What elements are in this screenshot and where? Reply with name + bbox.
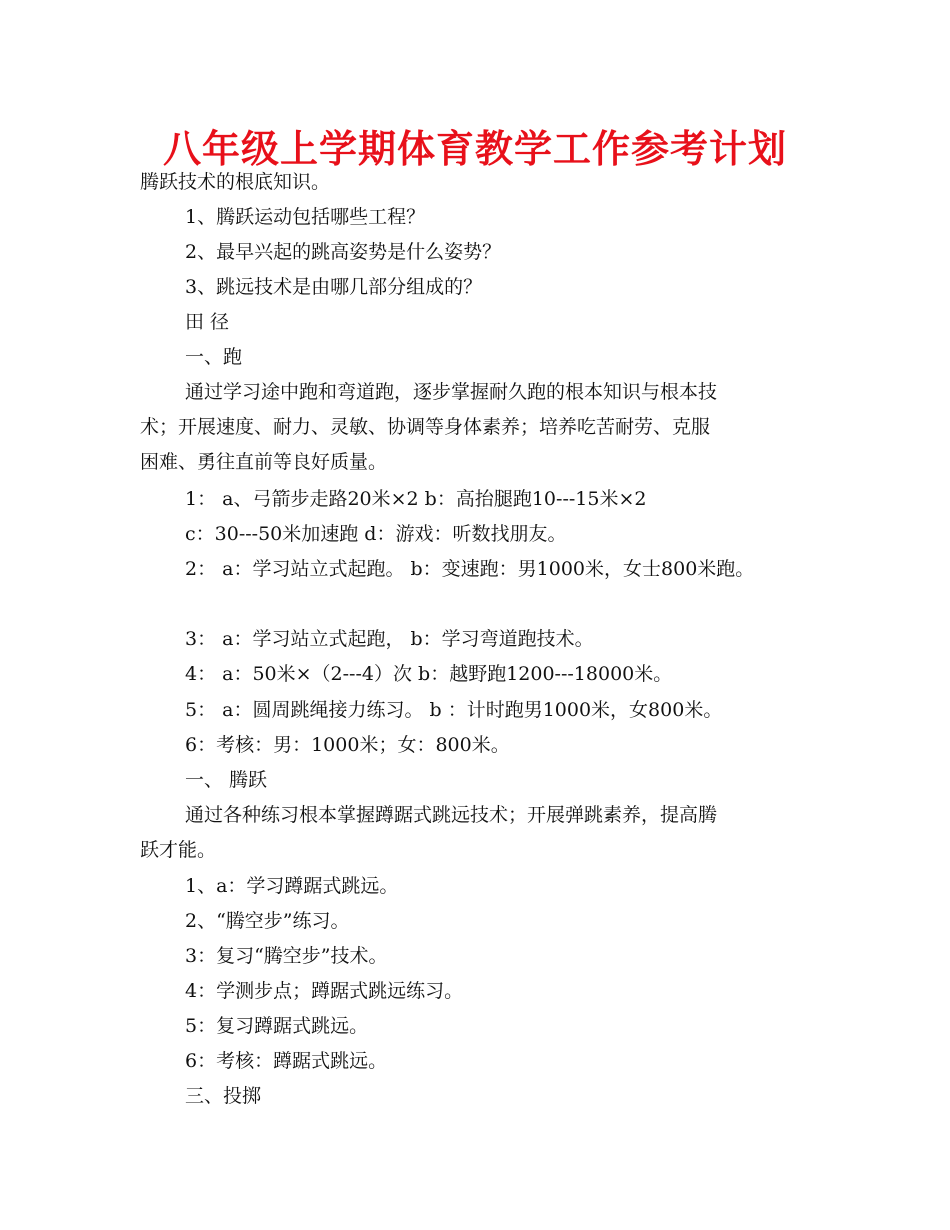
list-item: 1、a：学习蹲踞式跳远。 [185, 875, 399, 897]
list-item: 2： a：学习站立式起跑。 b：变速跑：男1000米，女士800米跑。 [185, 558, 755, 580]
list-item: 5： a：圆周跳绳接力练习。 b ：计时跑男1000米，女800米。 [185, 699, 723, 721]
paragraph-line: 困难、勇往直前等良好质量。 [140, 451, 388, 473]
document-title: 八年级上学期体育教学工作参考计划 [162, 127, 787, 171]
paragraph-line: 通过各种练习根本掌握蹲踞式跳远技术；开展弹跳素养，提高腾 [185, 804, 718, 826]
list-item: 4： a：50米×（2---4）次 b：越野跑1200---18000米。 [185, 663, 673, 685]
list-item: 3：复习“腾空步”技术。 [185, 945, 388, 967]
list-item: 1： a、弓箭步走路20米×2 b：高抬腿跑10---15米×2 [185, 488, 647, 510]
question-line: 1、腾跃运动包括哪些工程？ [185, 206, 426, 228]
question-line: 2、最早兴起的跳高姿势是什么姿势？ [185, 241, 502, 263]
section-heading: 一、跑 [185, 346, 243, 368]
list-item: 5：复习蹲踞式跳远。 [185, 1015, 369, 1037]
list-item: 3： a：学习站立式起跑， b：学习弯道跑技术。 [185, 628, 594, 650]
list-item: c：30---50米加速跑 d：游戏：听数找朋友。 [185, 523, 567, 545]
paragraph-line: 术；开展速度、耐力、灵敏、协调等身体素养；培养吃苦耐劳、克服 [140, 416, 711, 438]
question-line: 3、跳远技术是由哪几部分组成的？ [185, 276, 483, 298]
section-heading: 三、投掷 [185, 1085, 262, 1107]
section-heading: 田 径 [185, 311, 230, 333]
list-item: 6：考核：蹲踞式跳远。 [185, 1050, 388, 1072]
list-item: 4：学测步点；蹲踞式跳远练习。 [185, 980, 464, 1002]
section-heading: 一、 腾跃 [185, 769, 268, 791]
paragraph-line: 跃才能。 [140, 839, 217, 861]
list-item: 6：考核：男：1000米；女：800米。 [185, 734, 510, 756]
text-line: 腾跃技术的根底知识。 [140, 171, 331, 193]
paragraph-line: 通过学习途中跑和弯道跑，逐步掌握耐久跑的根本知识与根本技 [185, 381, 718, 403]
list-item: 2、“腾空步”练习。 [185, 910, 350, 932]
